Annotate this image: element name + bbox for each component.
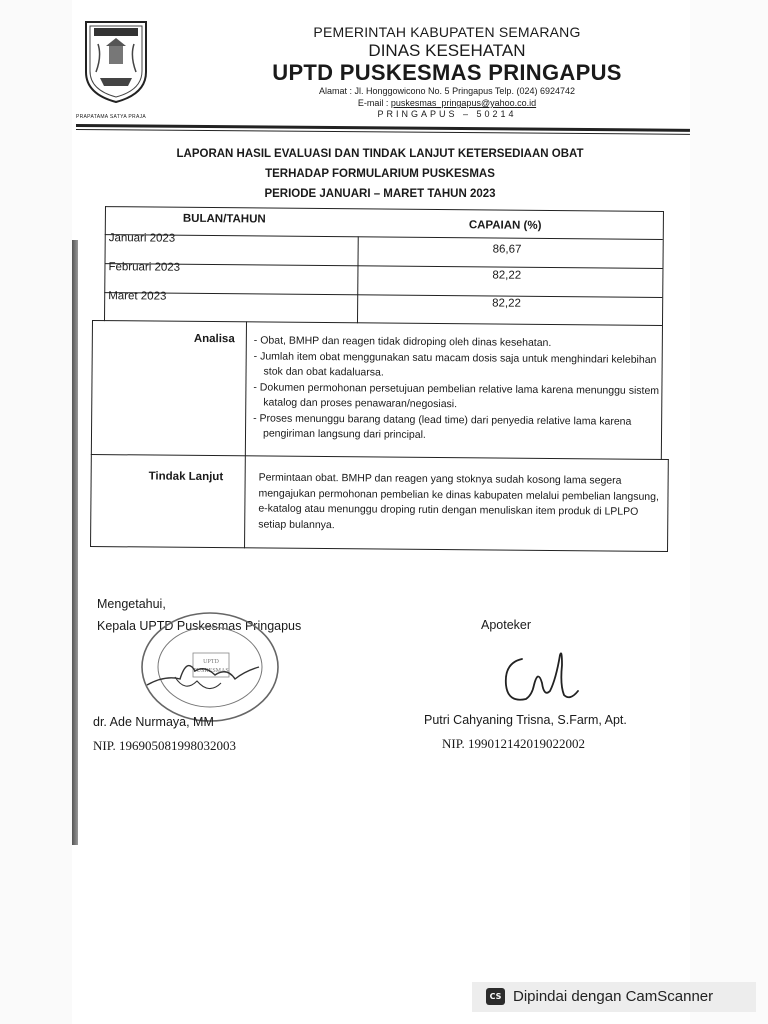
letterhead-address: Alamat : Jl. Honggowicono No. 5 Pringapus Telp. (024) 6924742: [319, 86, 575, 96]
letterhead-city: PRINGAPUS – 50214: [377, 109, 517, 119]
scan-edge-shadow: [72, 240, 78, 845]
camscanner-text: Dipindai dengan CamScanner: [513, 988, 714, 1005]
email-link[interactable]: puskesmas_pringapus@yahoo.co.id: [390, 98, 537, 108]
table-line: [105, 234, 663, 240]
row-month: Februari 2023: [108, 261, 181, 274]
letterhead-government: PEMERINTAH KABUPATEN SEMARANG: [313, 24, 581, 40]
followup-text: Permintaan obat. BMHP dan reagen yang stoknya sudah kosong lama segera mengajukan permohonan pembelian ke dinas kabupaten melalui pembelian langsung, e-katalog atau menunggu droping rutin dengan menuliskan item produk di LPLPO setiap bulannya.: [258, 471, 659, 531]
analysis-label: Analisa: [193, 332, 235, 346]
table-line: [91, 454, 669, 460]
official-stamp: [135, 605, 285, 725]
right-signer-title: Apoteker: [481, 618, 532, 632]
evaluation-table: [90, 206, 671, 555]
known-by-label: Mengetahui,: [97, 597, 166, 611]
letterhead-email-line: [214, 98, 680, 108]
table-divider: [357, 236, 359, 323]
row-value: 82,22: [492, 297, 521, 310]
right-signer-nip: NIP. 199012142019022002: [442, 736, 586, 751]
logo-motto: PRAPATAMA SATYA PRAJA: [76, 114, 147, 120]
header-month: BULAN/TAHUN: [182, 212, 266, 226]
list-item: - Jumlah item obat menggunakan satu macam dosis saja untuk menghindari kelebihan stok dan obat kadaluarsa.: [253, 349, 657, 379]
list-item: - Dokumen permohonan persetujuan pembelian relative lama karena menunggu sistem katalog dan proses penawaran/negosiasi.: [253, 380, 660, 411]
row-month: Maret 2023: [108, 290, 167, 303]
scan-margin-left: [0, 0, 72, 1024]
camscanner-watermark: [472, 982, 756, 1012]
email-label: E-mail :: [357, 98, 391, 108]
scan-margin-right: [690, 0, 768, 1024]
table-line: [104, 292, 662, 298]
report-title-line1: LAPORAN HASIL EVALUASI DAN TINDAK LANJUT KETERSEDIAAN OBAT: [176, 148, 584, 160]
header-achievement: CAPAIAN (%): [468, 219, 542, 232]
letterhead-unit: UPTD PUSKESMAS PRINGAPUS: [272, 60, 622, 85]
table-line: [92, 320, 662, 326]
table-line: [104, 263, 662, 269]
left-signer-nip: NIP. 196905081998032003: [93, 738, 237, 753]
report-title-line2: TERHADAP FORMULARIUM PUSKESMAS: [265, 168, 495, 180]
analysis-list: [253, 333, 664, 445]
right-signer-name: Putri Cahyaning Trisna, S.Farm, Apt.: [424, 713, 627, 727]
list-item: - Obat, BMHP dan reagen tidak didroping oleh dinas kesehatan.: [253, 334, 552, 350]
svg-text:UPTD: UPTD: [203, 659, 219, 665]
regency-logo: [82, 16, 150, 104]
table-border-left: [90, 320, 93, 547]
row-value: 86,67: [492, 243, 522, 256]
report-title-line3: PERIODE JANUARI – MARET TAHUN 2023: [264, 188, 496, 200]
list-item: - Proses menunggu barang datang (lead time) dari penyedia relative lama karena pengiriman langsung dari principal.: [253, 411, 632, 441]
letterhead-agency: DINAS KESEHATAN: [368, 41, 526, 60]
left-signer-name: dr. Ade Nurmaya, MM: [93, 715, 214, 729]
table-border-bottom: [90, 546, 668, 552]
row-value: 82,22: [492, 269, 522, 282]
table-divider: [244, 321, 247, 548]
camscanner-logo-icon: CS: [486, 988, 505, 1005]
followup-label: Tindak Lanjut: [148, 470, 224, 484]
pharmacist-signature: [498, 645, 584, 707]
row-month: Januari 2023: [108, 232, 176, 245]
left-signer-title: Kepala UPTD Puskesmas Pringapus: [97, 619, 302, 633]
table-border-top: [105, 206, 663, 212]
svg-text:PUSKESMAS: PUSKESMAS: [193, 668, 229, 674]
